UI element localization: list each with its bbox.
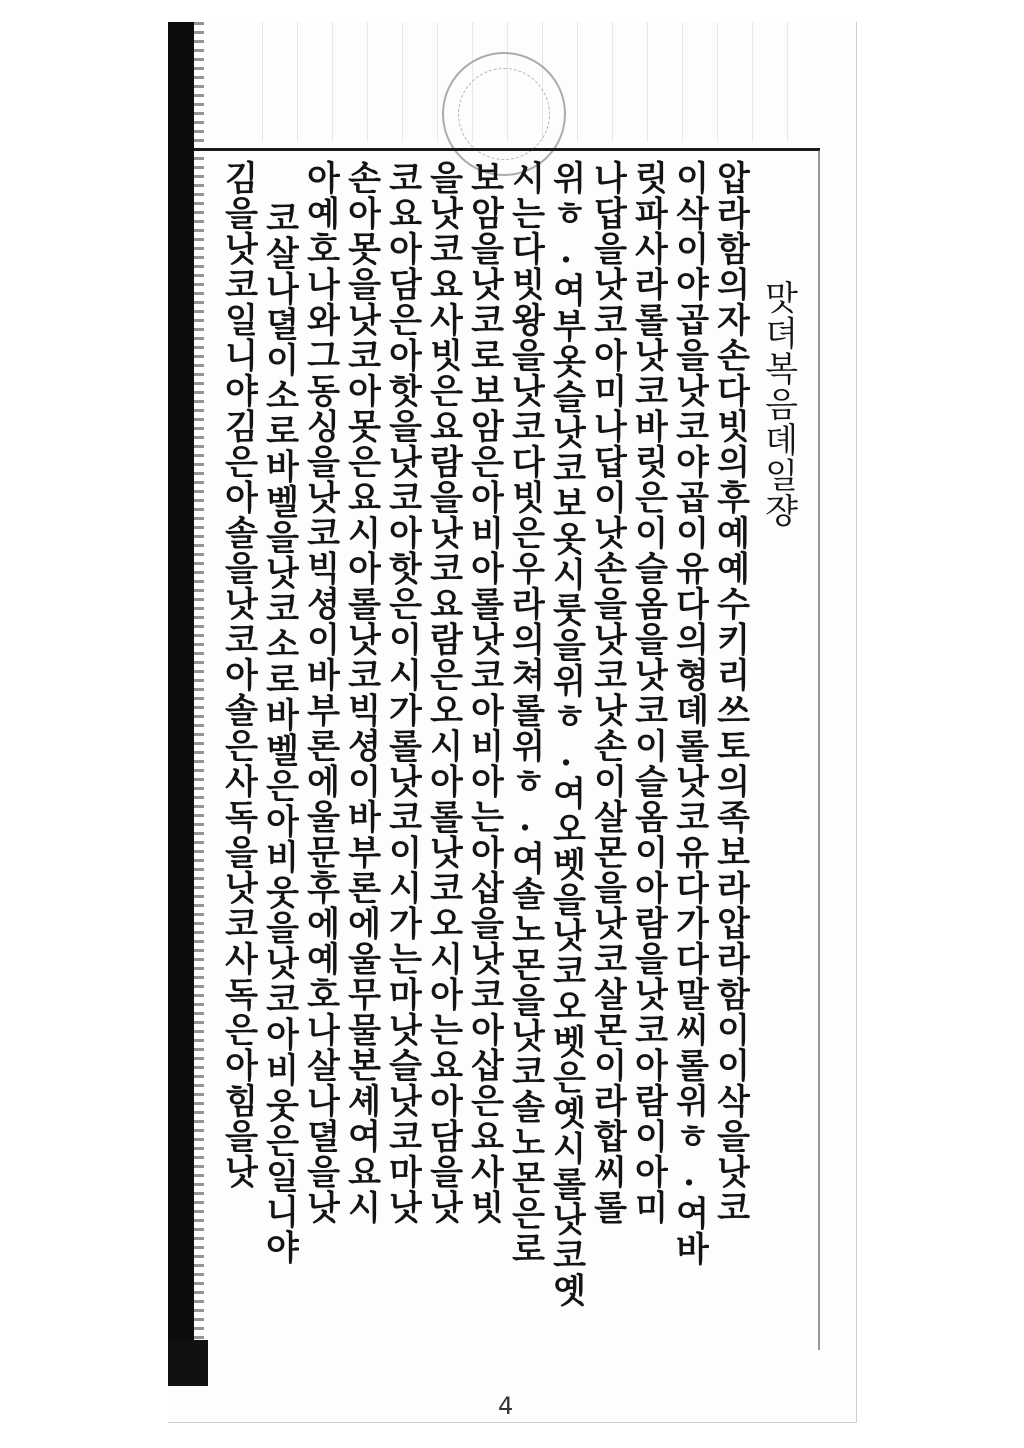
library-stamp [442,52,566,176]
ink-blot [168,1340,208,1386]
text-column: 아예호나와그동싱을낫코빅셩이바부론에울문후에예호나살나뎔을낫 [300,160,340,1225]
text-column: 위ㅎ.여부옷슬낫코보옷시룻을위ㅎ.여오벳을낫코오벳은옛시롤낫코옛 [546,160,586,1308]
frame-right-rule [818,150,820,1350]
text-column: 나답을낫코아미나답이낫손을낫코낫손이살몬을낫코살몬이라합씨롤 [587,160,627,1225]
text-column: 을낫코요사빗은요람을낫코요람은오시아롤낫코오시아는요아담을낫 [423,160,463,1225]
chapter-heading: 맛뎌복음뎨일쟝 [758,280,798,529]
text-column: 코요아담은아핫을낫코아핫은이시가롤낫코이시가는마낫슬낫코마낫 [382,160,422,1225]
text-column: 이삭이야곱을낫코야곱이유다의형뎨롤낫코유다가다말씨롤위ㅎ.여바 [669,160,709,1267]
text-column: 김을낫코일니야김은아솔을낫코아솔은사독을낫코사독은아힘을낫 [218,160,258,1190]
text-column: 압라함의자손다빗의후예예수키리쓰토의족보라압라함이이삭을낫코 [710,160,750,1225]
binding-edge [168,22,194,1376]
text-column: 보암을낫코로보암은아비아롤낫코아비아는아삽을낫코아삽은요사빗 [464,160,504,1225]
text-column: 시는다빗왕을낫코다빗은우라의쳐롤위ㅎ.여솔노몬을낫코솔노몬은로 [505,160,545,1267]
page-number: 4 [498,1392,514,1420]
text-column: 코살나뎔이소로바벨을낫코소로바벨은아비웃을낫코아비웃은일니야 [259,200,299,1265]
frame-top-rule [194,148,820,151]
text-column: 손아못을낫코아못은요시아롤낫코빅셩이바부론에울무물본셰여요시 [341,160,381,1225]
text-column: 릿파사라롤낫코바릿은이슬옴을낫코이슬옴이아람을낫코아람이아미 [628,160,668,1225]
scanned-page [168,22,857,1423]
text-columns [198,160,798,1346]
